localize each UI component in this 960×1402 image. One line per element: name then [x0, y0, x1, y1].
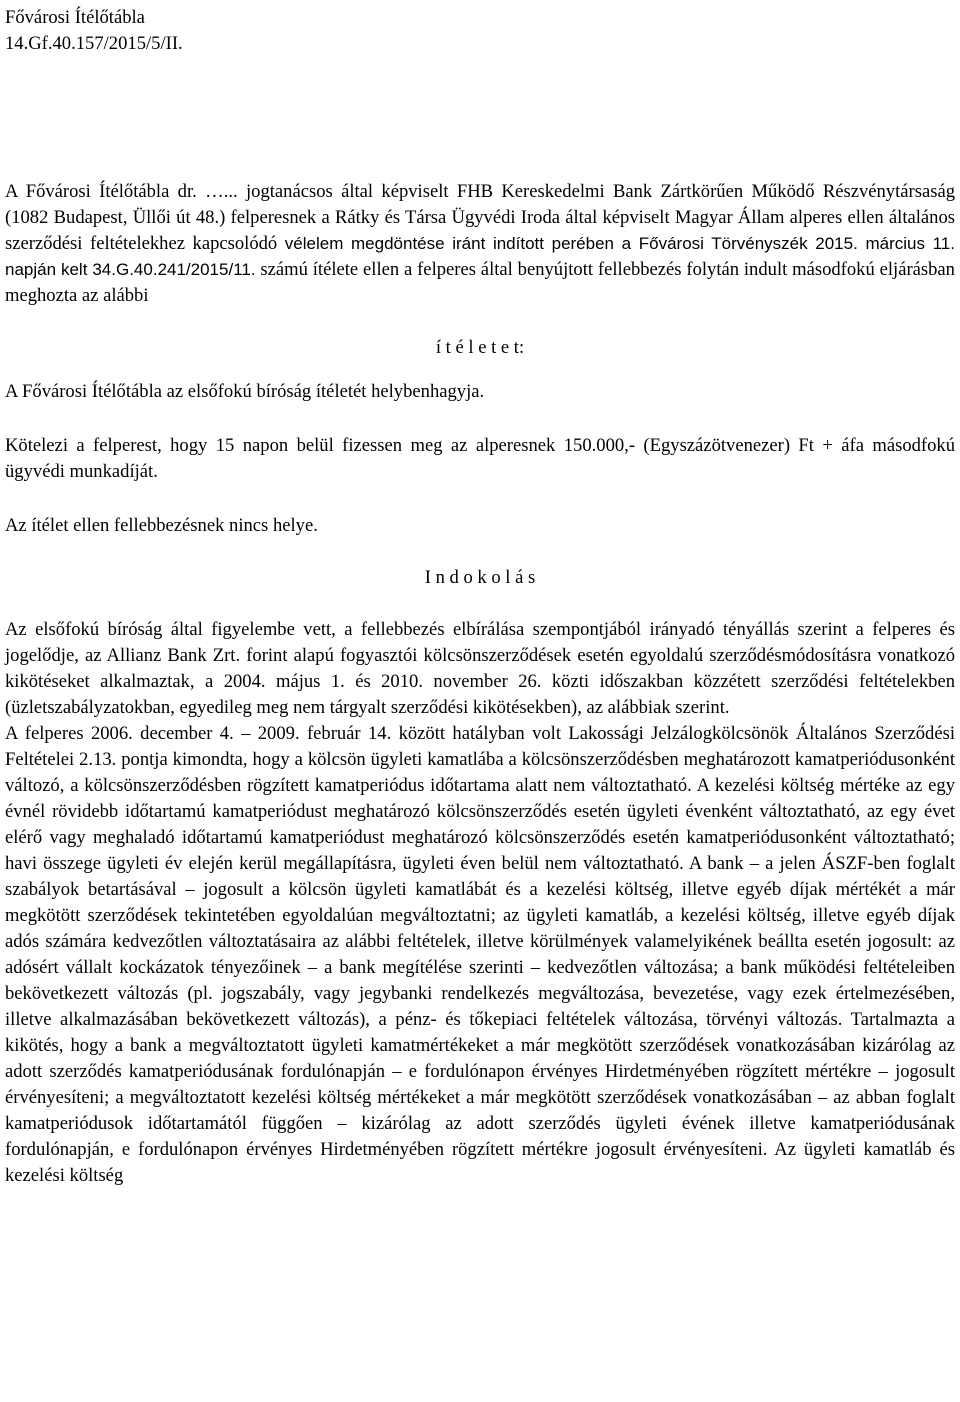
verdict-paragraph-3: Az ítélet ellen fellebbezésnek nincs helye. — [5, 515, 318, 536]
verdict-heading: í t é l e t e t: — [435, 337, 525, 358]
reasoning-paragraph-2: A felperes 2006. december 4. – 2009. február 14. között hatályban volt Lakossági Jelzálogkölcsönök Általános Szerződési Feltételei 2.13. pontja kimondta, hogy a kölcsön ügyleti kamatlába a kölcsönszerződésben meghatározott kamatperiódusonként változó, a kölcsönszerződésben rögzített kamatperiódus időtartama alatt nem változtatható. A kezelési költség mértéke az egy évnél rövidebb időtartamú kamatperiódust meghatározó kölcsönszerződés esetén ügyleti évenként változtatható, az egy évet elérő vagy meghaladó időtartamú kamatperiódust meghatározó kölcsönszerződés esetén kamatperiódusonként változtatható; havi összege ügyleti év elején kerül megállapításra, ügyleti éven belül nem változtatható. A bank – a jelen ÁSZF-ben foglalt szabályok betartásával – jogosult a kölcsön ügyleti kamatlábát és a kezelési költség, illetve egyéb díjak mértékét a már megkötött szerződések tekintetében egyoldalúan megváltoztatni; az ügyleti kamatláb, a kezelési költség, illetve egyéb díjak adós számára kedvezőtlen változtatásaira az alábbi feltételek, illetve körülmények valamelyikének beállta esetén jogosult: az adósért vállalt kockázatok tényezőinek – a bank megítélése szerinti – kedvezőtlen változása; a bank működési feltételeiben bekövetkezett változás (pl. jogszabály, vagy jegybanki rendelkezés megváltozása, bevezetése, vagy ezek értelmezésében, illetve alkalmazásában bekövetkezett változás), a pénz- és tőkepiaci feltételek változása, törvényi változás. Tartalmazta a kikötés, hogy a bank a megváltoztatott ügyleti kamatmértékeket a már megkötött szerződések vonatkozásában kizárólag az adott szerződés kamatperiódusának fordulónapján – e fordulónapon érvényes Hirdetményében rögzített mértékre – jogosult érvényesíteni; a megváltoztatott kezelési költség mértékeket a már megkötött szerződések vonatkozásában – az abban foglalt kamatperiódusok időtartamától függően – kizárólag az adott szerződés ügyleti évének illetve kamatperiódusának fordulónapján, e fordulónapon érvényes Hirdetményében rögzített mértékre jogosult érvényesíteni. Az ügyleti kamatláb és kezelési költség — [5, 723, 955, 1186]
document-header — [5, 5, 955, 57]
document-page — [5, 5, 955, 1189]
court-name: Fővárosi Ítélőtábla — [5, 7, 145, 28]
reasoning-heading: I n d o k o l á s — [424, 567, 536, 588]
intro-text-part2: vélelem megdöntése iránt indított perében a Fővárosi Törvényszék 2015. március 11. napján kelt 34.G.40.241/2015/11. — [5, 234, 955, 279]
intro-paragraph — [5, 179, 955, 309]
case-number: 14.Gf.40.157/2015/5/II. — [5, 33, 183, 54]
intro-text-part1: A Fővárosi Ítélőtábla dr. …... jogtanácsos által képviselt FHB Kereskedelmi Bank Zártkörűen Működő Részvénytársaság (1082 Budapest, Üllői út 48.) felperesnek a Rátky és Társa Ügyvédi Iroda által képviselt Magyar Állam alperes ellen általános szerződési feltételekhez kapcsolódó — [5, 181, 955, 254]
intro-text-part3: számú ítélete ellen a felperes által benyújtott fellebbezés folytán indult másodfokú eljárásban meghozta az alábbi — [5, 259, 955, 306]
verdict-paragraph-2: Kötelezi a felperest, hogy 15 napon belül fizessen meg az alperesnek 150.000,- (Egyszázötvenezer) Ft + áfa másodfokú ügyvédi munkadíját. — [5, 435, 955, 482]
verdict-paragraph-1: A Fővárosi Ítélőtábla az elsőfokú bíróság ítéletét helybenhagyja. — [5, 381, 485, 402]
reasoning-paragraph-1: Az elsőfokú bíróság által figyelembe vett, a fellebbezés elbírálása szempontjából irányadó tényállás szerint a felperes és jogelődje, az Allianz Bank Zrt. forint alapú fogyasztói kölcsönszerződések esetén egyoldalú szerződésmódosításra vonatkozó kikötéseket alkalmaztak, a 2004. május 1. és 2010. november 26. közti időszakban közzétett szerződési feltételekben (üzletszabályzatokban, egyedileg meg nem tárgyalt szerződési kikötésekben), az alábbiak szerint. — [5, 619, 955, 718]
